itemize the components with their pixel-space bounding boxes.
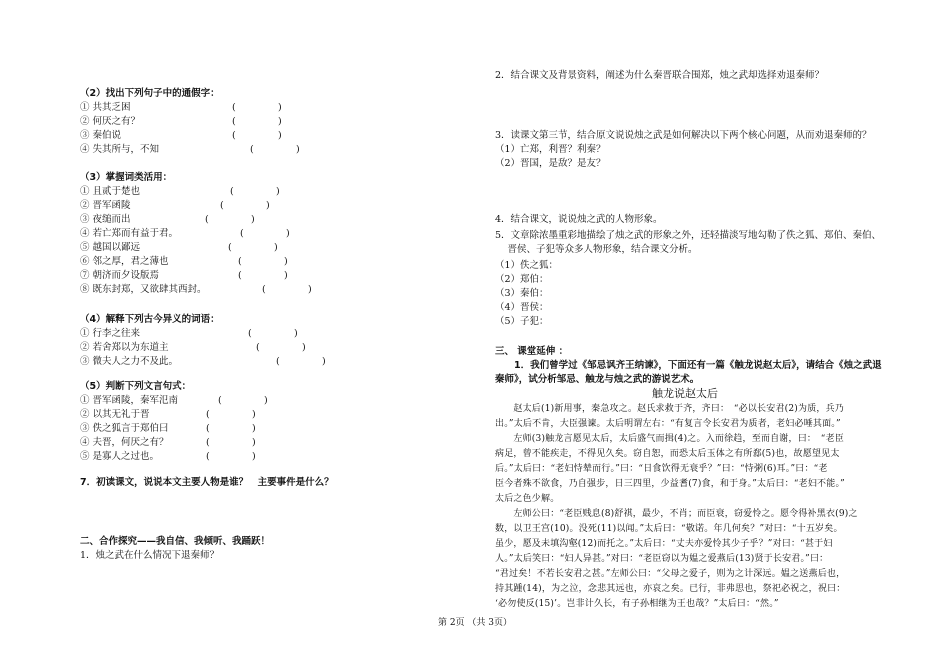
section-5-heading: （5）判断下列文言句式： — [80, 381, 192, 392]
reading-line: “君过矣！不若长安君之甚。”左师公曰：“父母之爱子，则为之计深远。媪之送燕后也， — [495, 569, 846, 579]
left-column — [80, 0, 410, 641]
answer-blank[interactable]: ( ) — [276, 356, 326, 367]
part-3-line-1: 1．我们曾学过《邹忌讽齐王纳谏》，下面还有一篇《触龙说赵太后》，请结合《烛之武退 — [495, 360, 882, 371]
question-item: ⑥ 邻之厚，君之薄也 — [80, 256, 169, 267]
reading-line: 臣今者殊不欲食，乃自强步，日三四里，少益耆(7)食，和于身。”太后曰：“老妇不能。” — [495, 479, 845, 489]
answer-blank[interactable]: ( ) — [206, 437, 256, 448]
question-item: ① 且贰于楚也 — [80, 186, 141, 197]
answer-blank[interactable]: ( ) — [230, 186, 280, 197]
character-item: （3）秦伯： — [495, 288, 549, 299]
reading-line: 赵太后(1)新用事，秦急攻之。赵氏求救于齐，齐曰： “必以长安君(2)为质，兵乃 — [495, 404, 845, 414]
character-item: （2）郑伯： — [495, 274, 549, 285]
reading-line: 病足，曾不能疾走，不得见久矣。窃自恕，而恐太后玉体之有所郄(5)也，故愿望见太 — [495, 449, 840, 459]
reading-title: 触龙说赵太后 — [652, 387, 718, 400]
answer-blank[interactable]: ( ) — [232, 116, 282, 127]
answer-blank[interactable]: ( ) — [220, 200, 270, 211]
answer-blank[interactable]: ( ) — [205, 214, 255, 225]
question-item: ③ 佚之狐言于郑伯曰 — [80, 423, 169, 434]
page-footer: 第 2页 （共 3页） — [437, 618, 513, 628]
answer-blank[interactable]: ( ) — [248, 328, 298, 339]
question-3-sub-1: （1）亡郑，利晋？利秦？ — [495, 144, 606, 155]
character-item: （1）佚之狐： — [495, 260, 559, 271]
question-item: ④ 失其所与，不知 — [80, 144, 160, 155]
answer-blank[interactable]: ( ) — [206, 409, 256, 420]
answer-blank[interactable]: ( ) — [232, 102, 282, 113]
reading-line: ‘必勿使反(15)’。岂非计久长，有子孙相继为王也哉？”太后曰：“然。” — [495, 599, 779, 609]
character-item: （5）子犯： — [495, 316, 549, 327]
question-item: ② 晋军函陵 — [80, 200, 131, 211]
question-item: ③ 秦伯说 — [80, 130, 122, 141]
question-item: ⑧ 既东封郑，又欲肆其西封。 — [80, 284, 207, 295]
question-item: ② 若舍郑以为东道主 — [80, 342, 169, 353]
answer-blank[interactable]: ( ) — [206, 451, 256, 462]
question-5-line-2: 晋侯、子犯等众多人物形象，结合课文分析。 — [495, 244, 698, 255]
reading-line: 后。”太后曰：“老妇恃辇而行。”曰：“日食饮得无衰乎？”曰：“恃粥(6)耳。”曰：“老 — [495, 464, 828, 474]
part-3-line-2: 秦师》，试分析邹忌、触龙与烛之武的游说艺术。 — [495, 374, 700, 385]
question-4: 4．结合课文，说说烛之武的人物形象。 — [495, 214, 663, 225]
character-item: （4）晋侯： — [495, 302, 549, 313]
reading-line: 数，以卫王宫(10)。没死(11)以闻。”太后曰：“敬诺。年几何矣？”对曰：“十五岁矣。 — [495, 524, 843, 534]
question-2: 2．结合课文及背景资料，阐述为什么秦晋联合围郑，烛之武却选择劝退秦师？ — [495, 70, 825, 81]
right-column — [495, 0, 882, 641]
answer-blank[interactable]: ( ) — [256, 342, 306, 353]
question-item: ④ 若亡郑而有益于君。 — [80, 228, 179, 239]
reading-line: 左师(3)触龙言愿见太后，太后盛气而揖(4)之。入而徐趋，至而自谢，曰： “老臣 — [495, 434, 845, 444]
part-2-heading: 二、合作探究——我自信、我倾听、我踊跃！ — [80, 536, 271, 547]
question-item: ① 共其乏困 — [80, 102, 131, 113]
section-4-heading: （4）解释下列古今异义的词语： — [80, 314, 220, 325]
reading-line: 太后之色少解。 — [495, 494, 560, 504]
answer-blank[interactable]: ( ) — [238, 270, 288, 281]
question-5-line-1: 5．文章除浓墨重彩地描绘了烛之武的形象之外，还轻描淡写地勾勒了佚之狐、郑伯、秦伯、 — [495, 230, 882, 241]
part-2-question-1: 1．烛之武在什么情况下退秦师？ — [80, 550, 220, 561]
question-3-sub-2: （2）晋国，是敌？是友？ — [495, 158, 606, 169]
question-item: ② 何厌之有？ — [80, 116, 141, 127]
question-item: ① 行李之往来 — [80, 328, 141, 339]
question-item: ⑤ 是寡人之过也。 — [80, 451, 160, 462]
question-item: ⑤ 越国以鄙远 — [80, 242, 141, 253]
reading-line: 虽少，愿及未填沟壑(12)而托之。”太后曰：“丈夫亦爱怜其少子乎？”对曰：“甚于妇 — [495, 539, 833, 549]
answer-blank[interactable]: ( ) — [232, 130, 282, 141]
question-item: ① 晋军函陵，秦军氾南 — [80, 395, 179, 406]
question-item: ③ 夜缒而出 — [80, 214, 131, 225]
question-7: 7．初读课文，说说本文主要人物是谁？ 主要事件是什么？ — [80, 477, 334, 488]
answer-blank[interactable]: ( ) — [206, 423, 256, 434]
section-2-heading: （2）找出下列句子中的通假字： — [80, 88, 220, 99]
answer-blank[interactable]: ( ) — [262, 284, 312, 295]
reading-line: 持其踵(14)，为之泣，念悲其远也，亦哀之矣。已行，非弗思也，祭祀必祝之，祝曰： — [495, 584, 846, 594]
part-3-heading: 三、 课堂延伸 ： — [495, 346, 569, 357]
reading-line: 左师公曰：“老臣贱息(8)舒祺，最少，不肖；而臣衰，窃爱怜之。愿令得补黑衣(9)之 — [495, 509, 858, 519]
reading-line: 人。”太后笑曰：“妇人异甚。”对曰：“老臣窃以为媪之爱燕后(13)贤于长安君。”曰： — [495, 554, 829, 564]
section-3-heading: （3）掌握词类活用： — [80, 172, 173, 183]
answer-blank[interactable]: ( ) — [218, 395, 268, 406]
answer-blank[interactable]: ( ) — [240, 228, 290, 239]
answer-blank[interactable]: ( ) — [238, 256, 288, 267]
answer-blank[interactable]: ( ) — [250, 144, 300, 155]
question-item: ③ 微夫人之力不及此。 — [80, 356, 179, 367]
question-item: ② 以其无礼于晋 — [80, 409, 150, 420]
question-3: 3．读课文第三节，结合原文说说烛之武是如何解决以下两个核心问题，从而劝退秦师的？ — [495, 130, 872, 141]
answer-blank[interactable]: ( ) — [228, 242, 278, 253]
reading-line: 出。”太后不肯，大臣强谏。太后明谓左右：“有复言令长安君为质者，老妇必唾其面。” — [495, 419, 841, 429]
question-item: ⑦ 朝济而夕设版焉 — [80, 270, 160, 281]
question-item: ④ 夫晋，何厌之有？ — [80, 437, 169, 448]
